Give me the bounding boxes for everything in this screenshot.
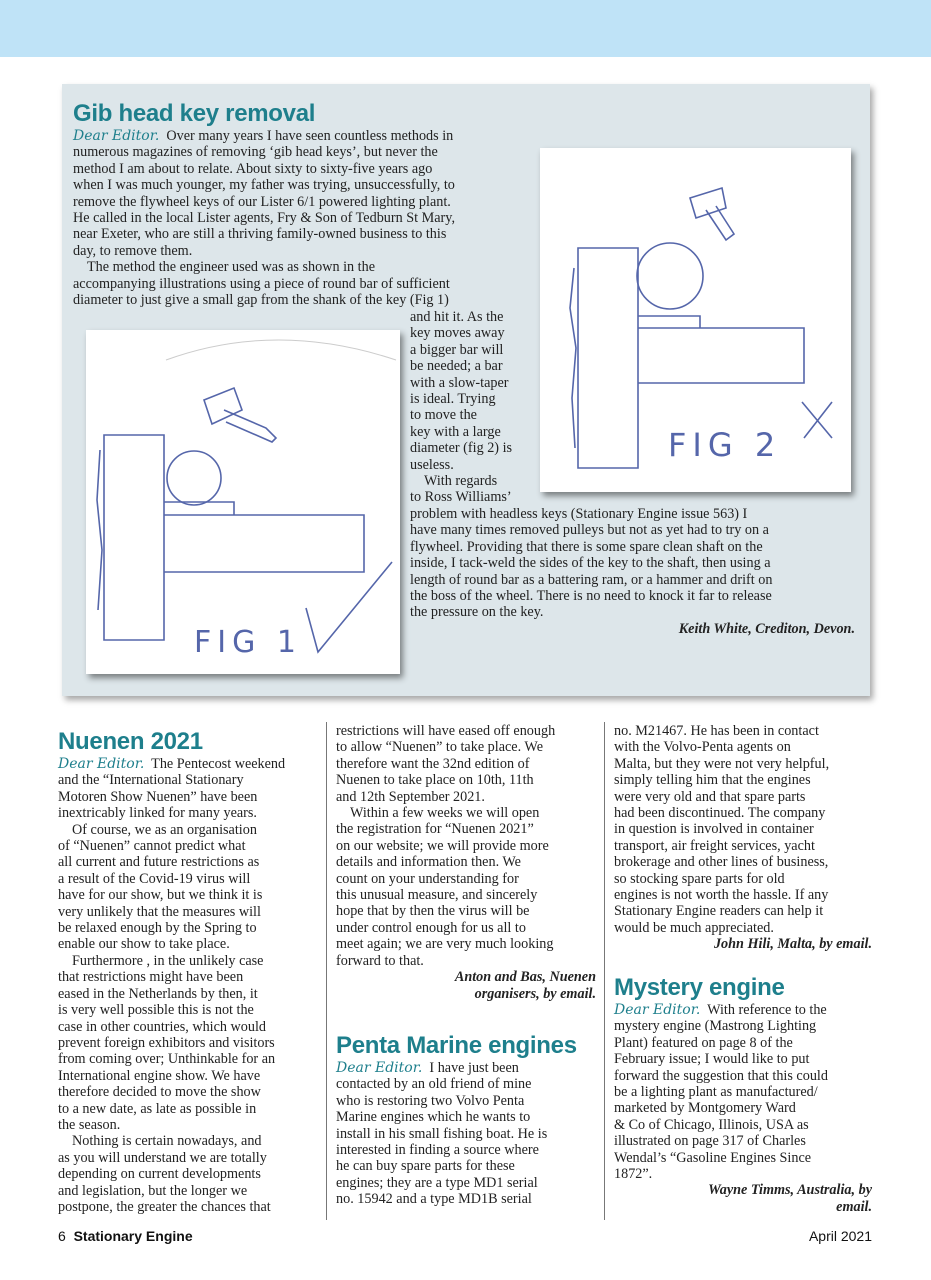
text-line: Nothing is certain nowadays, and <box>72 1133 262 1150</box>
text-line: therefore decided to move the show <box>58 1084 261 1101</box>
fig2-cross-mark <box>802 402 832 438</box>
text-line: restrictions will have eased off enough <box>336 723 556 739</box>
text-line: meet again; we are very much looking <box>336 936 554 953</box>
gib-head-letter-box <box>62 84 870 696</box>
text-line: mystery engine (Mastrong Lighting <box>614 1018 817 1035</box>
text-line: to move the <box>410 407 477 424</box>
text-line: Motoren Show Nuenen” have been <box>58 788 258 805</box>
text-line: illustrated on page 317 of Charles <box>614 1133 806 1150</box>
page-number: 6 <box>58 1228 66 1244</box>
text-line: useless. <box>410 456 454 473</box>
text-line: With reference to the <box>707 1002 827 1018</box>
gib-head-narrow-column <box>410 309 540 506</box>
text-line: to a new date, as late as possible in <box>58 1100 257 1117</box>
text-line: and hit it. As the <box>410 309 504 325</box>
text-line: problem with headless keys (Stationary Engine issue 563) I <box>410 506 748 522</box>
text-line: Over many years I have seen countless methods in <box>166 128 454 144</box>
fig2-rough-edge <box>570 268 576 448</box>
gib-head-salutation: Dear Editor. <box>73 128 160 144</box>
fig1-block <box>104 435 164 640</box>
text-line: prevent foreign exhibitors and visitors <box>58 1034 275 1051</box>
text-line: the boss of the wheel. There is no need to knock it far to release <box>410 588 772 605</box>
penta-signature: John Hili, Malta, by email. <box>713 936 872 953</box>
fig1-shaft <box>164 515 364 572</box>
mystery-salutation: Dear Editor. <box>614 1002 701 1018</box>
text-line: accompanying illustrations using a piece of round bar of sufficient <box>73 275 450 292</box>
text-line: flywheel. Providing that there is some spare clean shaft on the <box>410 538 763 555</box>
text-line: Furthermore , in the unlikely case <box>72 952 264 969</box>
text-line: and the “International Stationary <box>58 772 244 789</box>
magazine-name: Stationary Engine <box>73 1228 193 1244</box>
text-line: very unlikely that the measures will <box>58 903 261 920</box>
text-line: Marine engines which he wants to <box>336 1109 531 1126</box>
text-line: eased in the Netherlands by then, it <box>58 985 258 1002</box>
text-line: & Co of Chicago, Illinois, USA as <box>614 1116 809 1133</box>
text-line: when I was much younger, my father was trying, unsuccessfully, to <box>73 177 455 194</box>
text-line: diameter to just give a small gap from the shank of the key (Fig 1) <box>73 292 449 309</box>
text-line: be needed; a bar <box>410 358 503 375</box>
fig1-tick-mark <box>306 562 392 652</box>
text-line: forward to that. <box>336 952 424 969</box>
fig1-hammer-head <box>204 388 242 424</box>
mystery-signature-line-1: Wayne Timms, Australia, by <box>708 1182 872 1199</box>
text-line: to allow “Nuenen” to take place. We <box>336 739 543 756</box>
fig2-shaft <box>638 328 804 383</box>
text-line: details and information then. We <box>336 854 521 871</box>
penta-column-2 <box>336 1060 596 1208</box>
fig2-label: FIG 2 <box>668 426 782 464</box>
gib-head-title: Gib head key removal <box>73 100 316 127</box>
text-line: a bigger bar will <box>410 341 504 358</box>
nuenen-column-1 <box>58 756 320 1215</box>
text-line: engines; they are a type MD1 serial <box>336 1174 538 1191</box>
fig2-round-bar <box>637 243 703 309</box>
text-line: I have just been <box>429 1060 519 1076</box>
text-line: Plant) featured on page 8 of the <box>614 1034 793 1051</box>
penta-column-3 <box>614 723 872 953</box>
text-line: Wendal’s “Gasoline Engines Since <box>614 1149 812 1166</box>
top-color-band <box>0 0 931 57</box>
text-line: so stocking spare parts for old <box>614 870 785 887</box>
text-line: remove the flywheel keys of our Lister 6/1 powered lighting plant. <box>73 193 451 210</box>
text-line: 1872”. <box>614 1166 653 1183</box>
text-line: as you will understand we are totally <box>58 1149 267 1166</box>
fig1-rough-edge <box>97 450 102 610</box>
text-line: He called in the local Lister agents, Fry & Son of Tedburn St Mary, <box>73 210 455 227</box>
text-line: all current and future restrictions as <box>58 854 260 871</box>
text-line: is ideal. Trying <box>410 391 496 408</box>
text-line: be relaxed enough by the Spring to <box>58 920 257 937</box>
text-line: marketed by Montgomery Ward <box>614 1100 796 1117</box>
text-line: have for our show, but we think it is <box>58 887 263 904</box>
text-line: would be much appreciated. <box>614 919 774 936</box>
figure-1-sketch <box>86 330 400 674</box>
text-line: of “Nuenen” cannot predict what <box>58 838 246 855</box>
text-line: with a slow-taper <box>410 374 509 391</box>
text-line: had been discontinued. The company <box>614 805 826 822</box>
text-line: hope that by then the virus will be <box>336 903 530 920</box>
text-line: simply telling him that the engines <box>614 772 811 789</box>
column-divider <box>326 722 327 1220</box>
text-line: interested in finding a source where <box>336 1142 539 1159</box>
footer-left <box>58 1228 193 1244</box>
text-line: The method the engineer used was as shown in the <box>87 259 376 276</box>
penta-salutation: Dear Editor. <box>336 1060 423 1076</box>
fig2-key <box>638 316 700 328</box>
text-line: key with a large <box>410 423 501 440</box>
text-line: Stationary Engine readers can help it <box>614 903 824 920</box>
nuenen-column-2 <box>336 723 596 1002</box>
mystery-signature-line-2: email. <box>836 1198 872 1215</box>
text-line: Malta, but they were not very helpful, <box>614 755 830 772</box>
text-line: be a lighting plant as manufactured/ <box>614 1084 818 1101</box>
text-line: he can buy spare parts for these <box>336 1158 515 1175</box>
text-line: transport, air freight services, yacht <box>614 837 815 854</box>
text-line: from coming over; Unthinkable for an <box>58 1051 276 1068</box>
figure-2-sketch <box>540 148 851 492</box>
fig1-round-bar <box>167 451 221 505</box>
text-line: contacted by an old friend of mine <box>336 1076 532 1093</box>
text-line: in question is involved in container <box>614 821 814 838</box>
nuenen-salutation: Dear Editor. <box>58 756 145 772</box>
text-line: therefore want the 32nd edition of <box>336 755 530 772</box>
text-line: install in his small fishing boat. He is <box>336 1125 548 1142</box>
text-line: who is restoring two Volvo Penta <box>336 1092 525 1109</box>
nuenen-signature-line-2: organisers, by email. <box>474 985 596 1002</box>
text-line: enable our show to take place. <box>58 936 230 953</box>
text-line: Of course, we as an organisation <box>72 821 257 838</box>
text-line: With regards <box>424 473 498 490</box>
gib-head-signature: Keith White, Crediton, Devon. <box>678 620 855 637</box>
text-line: count on your understanding for <box>336 870 519 887</box>
text-line: near Exeter, who are still a thriving family-owned business to this <box>73 226 447 243</box>
figure-1-drawing <box>86 330 400 674</box>
text-line: inextricably linked for many years. <box>58 805 257 822</box>
text-line: under control enough for us all to <box>336 919 526 936</box>
text-line: a result of the Covid-19 virus will <box>58 870 251 887</box>
text-line: diameter (fig 2) is <box>410 440 513 457</box>
text-line: inside, I tack-weld the sides of the key to the shaft, then using a <box>410 555 771 572</box>
text-line: the pressure on the key. <box>410 604 544 621</box>
fig2-block <box>578 248 638 468</box>
figure-2-drawing <box>540 148 851 492</box>
text-line: on our website; we will provide more <box>336 837 549 854</box>
text-line: key moves away <box>410 325 505 342</box>
text-line: that restrictions might have been <box>58 969 244 986</box>
gib-head-wide-column <box>410 506 855 637</box>
text-line: and legislation, but the longer we <box>58 1182 248 1199</box>
text-line: this unusual measure, and sincerely <box>336 887 538 904</box>
text-line: and 12th September 2021. <box>336 788 485 805</box>
fig2-hammer-handle <box>706 206 734 240</box>
text-line: have many times removed pulleys but not as yet had to try on a <box>410 522 769 539</box>
column-divider <box>604 722 605 1220</box>
fig1-scan-curve <box>166 340 396 360</box>
mystery-title: Mystery engine <box>614 974 785 1001</box>
penta-title: Penta Marine engines <box>336 1032 577 1059</box>
text-line: were very old and that spare parts <box>614 788 806 805</box>
gib-head-intro <box>73 128 543 308</box>
text-line: The Pentecost weekend <box>151 756 286 772</box>
text-line: Nuenen to take place on 10th, 11th <box>336 772 534 789</box>
text-line: postpone, the greater the chances that <box>58 1198 271 1215</box>
text-line: brokerage and other lines of business, <box>614 854 829 871</box>
text-line: Within a few weeks we will open <box>350 805 540 822</box>
text-line: engines is not worth the hassle. If any <box>614 887 829 904</box>
text-line: length of round bar as a battering ram, or a hammer and drift on <box>410 571 773 588</box>
text-line: no. M21467. He has been in contact <box>614 723 819 739</box>
mystery-column-3 <box>614 1002 872 1215</box>
issue-date: April 2021 <box>808 1228 872 1244</box>
text-line: forward the suggestion that this could <box>614 1067 828 1084</box>
text-line: is very well possible this is not the <box>58 1002 254 1019</box>
fig1-label: FIG 1 <box>194 625 302 660</box>
text-line: to Ross Williams’ <box>410 489 512 506</box>
text-line: numerous magazines of removing ‘gib head keys’, but never the <box>73 144 438 161</box>
text-line: with the Volvo-Penta agents on <box>614 739 791 756</box>
text-line: International engine show. We have <box>58 1067 261 1084</box>
nuenen-signature-line-1: Anton and Bas, Nuenen <box>454 969 596 986</box>
text-line: depending on current developments <box>58 1166 261 1183</box>
nuenen-title: Nuenen 2021 <box>58 728 203 755</box>
text-line: method I am about to relate. About sixty to sixty-five years ago <box>73 160 433 177</box>
text-line: case in other countries, which would <box>58 1018 267 1035</box>
text-line: day, to remove them. <box>73 242 193 259</box>
text-line: the season. <box>58 1116 121 1133</box>
text-line: no. 15942 and a type MD1B serial <box>336 1191 532 1208</box>
text-line: the registration for “Nuenen 2021” <box>336 821 534 838</box>
text-line: February issue; I would like to put <box>614 1051 810 1068</box>
